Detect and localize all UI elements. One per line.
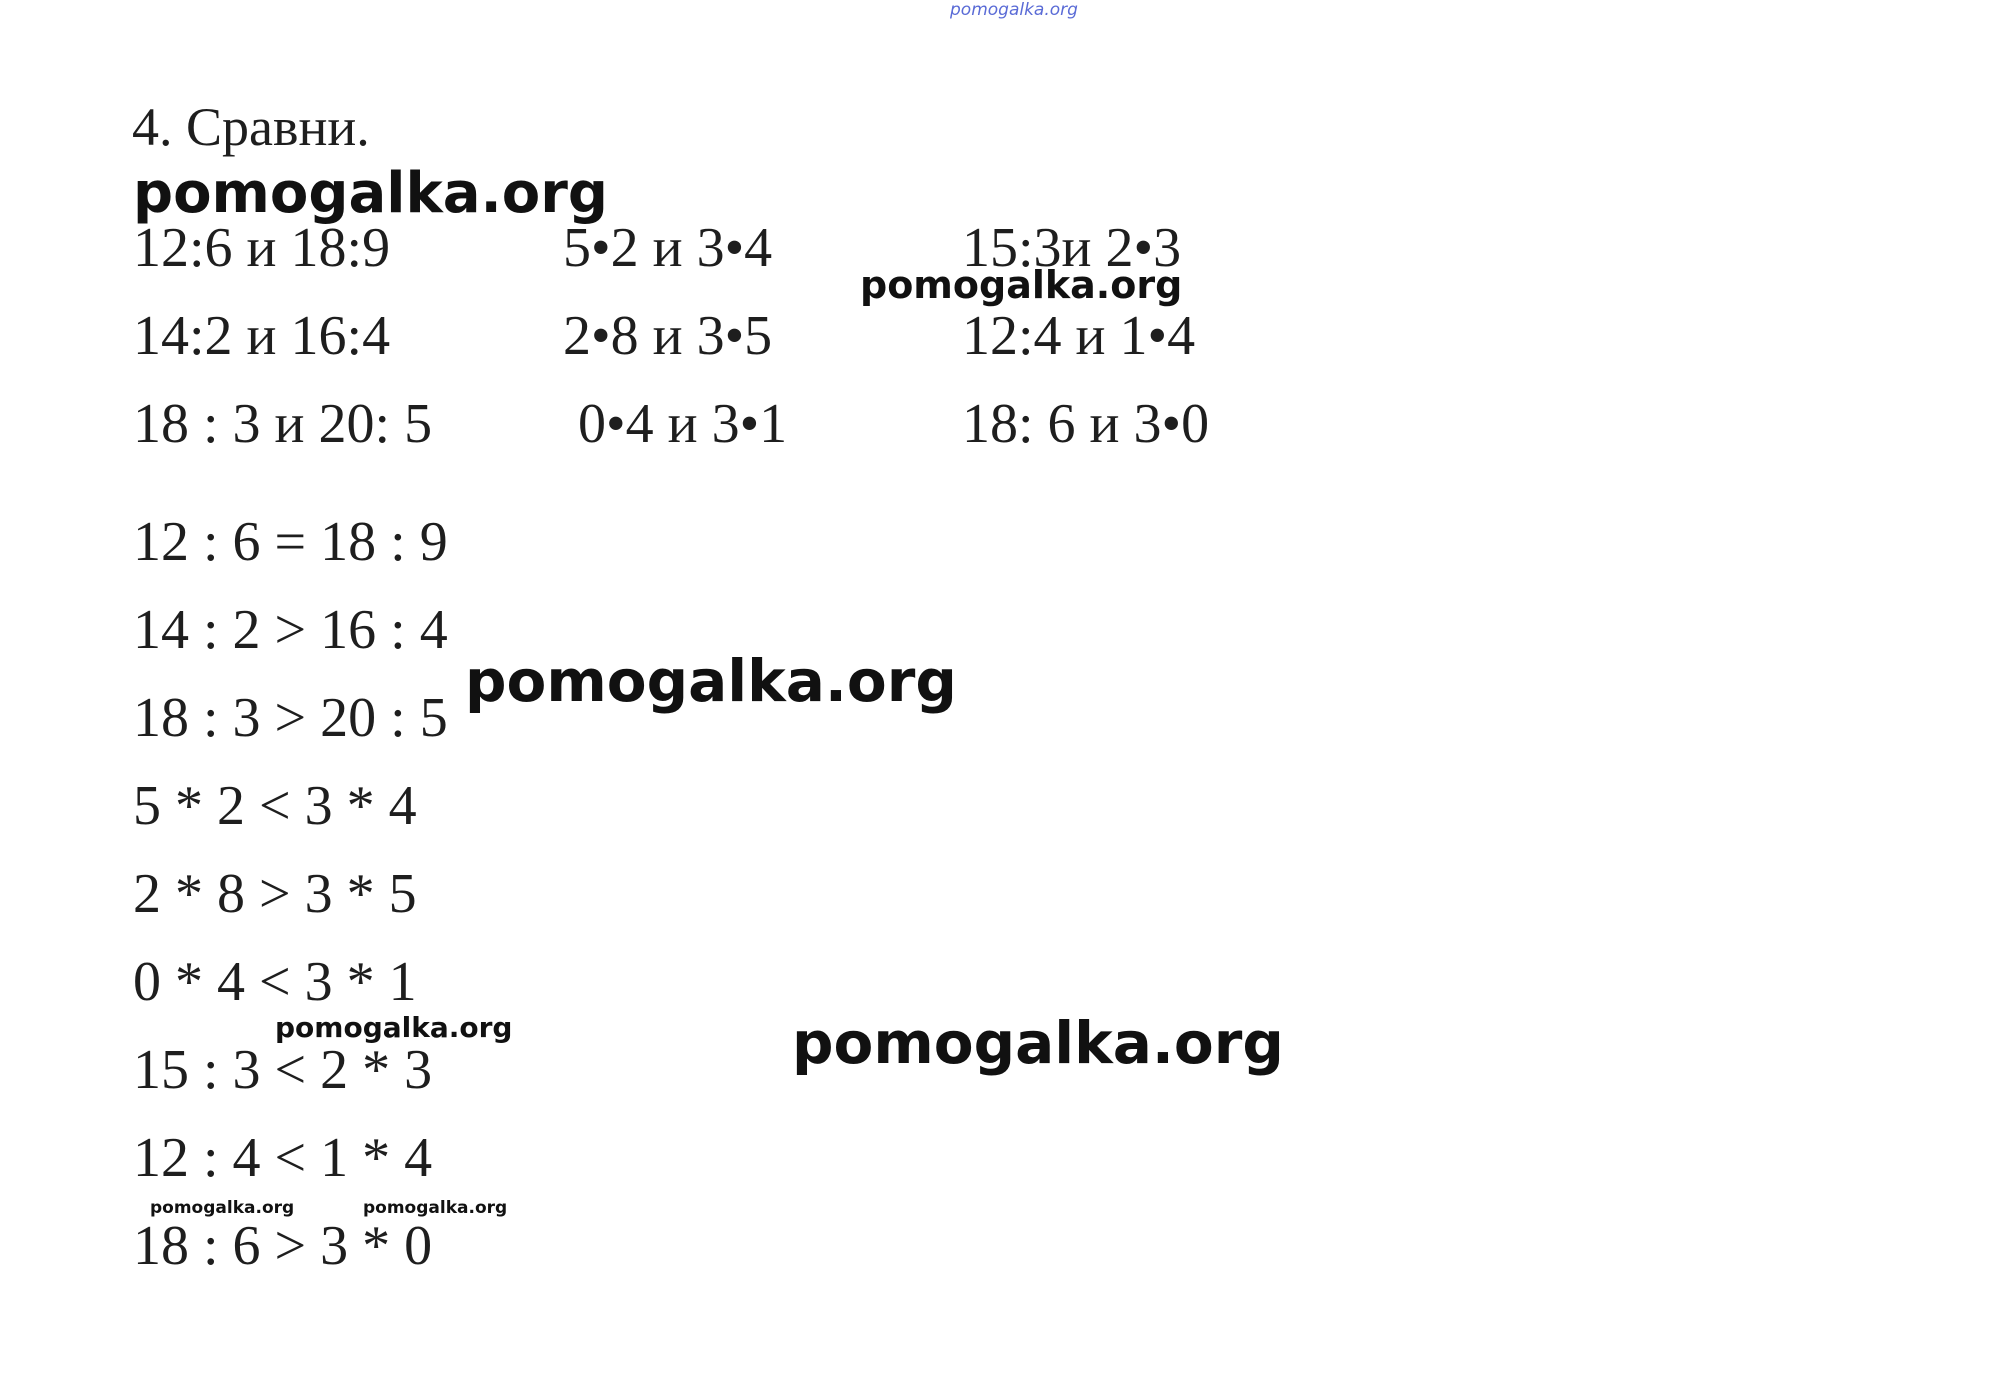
problem-2-2: 2•8 и 3•5 xyxy=(563,305,773,367)
watermark-large-right: pomogalka.org xyxy=(792,1009,1284,1077)
answer-5: 2 * 8 > 3 * 5 xyxy=(133,863,417,925)
problem-3-3: 18: 6 и 3•0 xyxy=(962,393,1210,455)
answer-7: 15 : 3 < 2 * 3 xyxy=(133,1039,433,1101)
watermark-under-title: pomogalka.org xyxy=(133,161,608,226)
answer-4: 5 * 2 < 3 * 4 xyxy=(133,775,417,837)
task-title: 4. Сравни. xyxy=(132,97,370,157)
watermark-tiny-2: pomogalka.org xyxy=(363,1198,508,1218)
problem-1-2: 5•2 и 3•4 xyxy=(563,217,773,279)
answer-6: 0 * 4 < 3 * 1 xyxy=(133,951,417,1013)
watermark-right-top: pomogalka.org xyxy=(860,263,1183,307)
problem-3-2: 0•4 и 3•1 xyxy=(578,393,788,455)
answer-9: 18 : 6 > 3 * 0 xyxy=(133,1215,433,1277)
problem-1-3: 15:3и 2•3 xyxy=(962,217,1182,279)
problem-1-1: 12:6 и 18:9 xyxy=(133,217,391,279)
problem-3-1: 18 : 3 и 20: 5 xyxy=(133,393,433,455)
answer-2: 14 : 2 > 16 : 4 xyxy=(133,599,448,661)
header-watermark: pomogalka.org xyxy=(950,0,1078,20)
watermark-small-left: pomogalka.org xyxy=(275,1011,513,1044)
problem-2-3: 12:4 и 1•4 xyxy=(962,305,1196,367)
answer-8: 12 : 4 < 1 * 4 xyxy=(133,1127,433,1189)
watermark-tiny-1: pomogalka.org xyxy=(150,1198,295,1218)
answer-1: 12 : 6 = 18 : 9 xyxy=(133,511,448,573)
problem-2-1: 14:2 и 16:4 xyxy=(133,305,391,367)
answer-3: 18 : 3 > 20 : 5 xyxy=(133,687,448,749)
watermark-middle: pomogalka.org xyxy=(465,647,957,715)
